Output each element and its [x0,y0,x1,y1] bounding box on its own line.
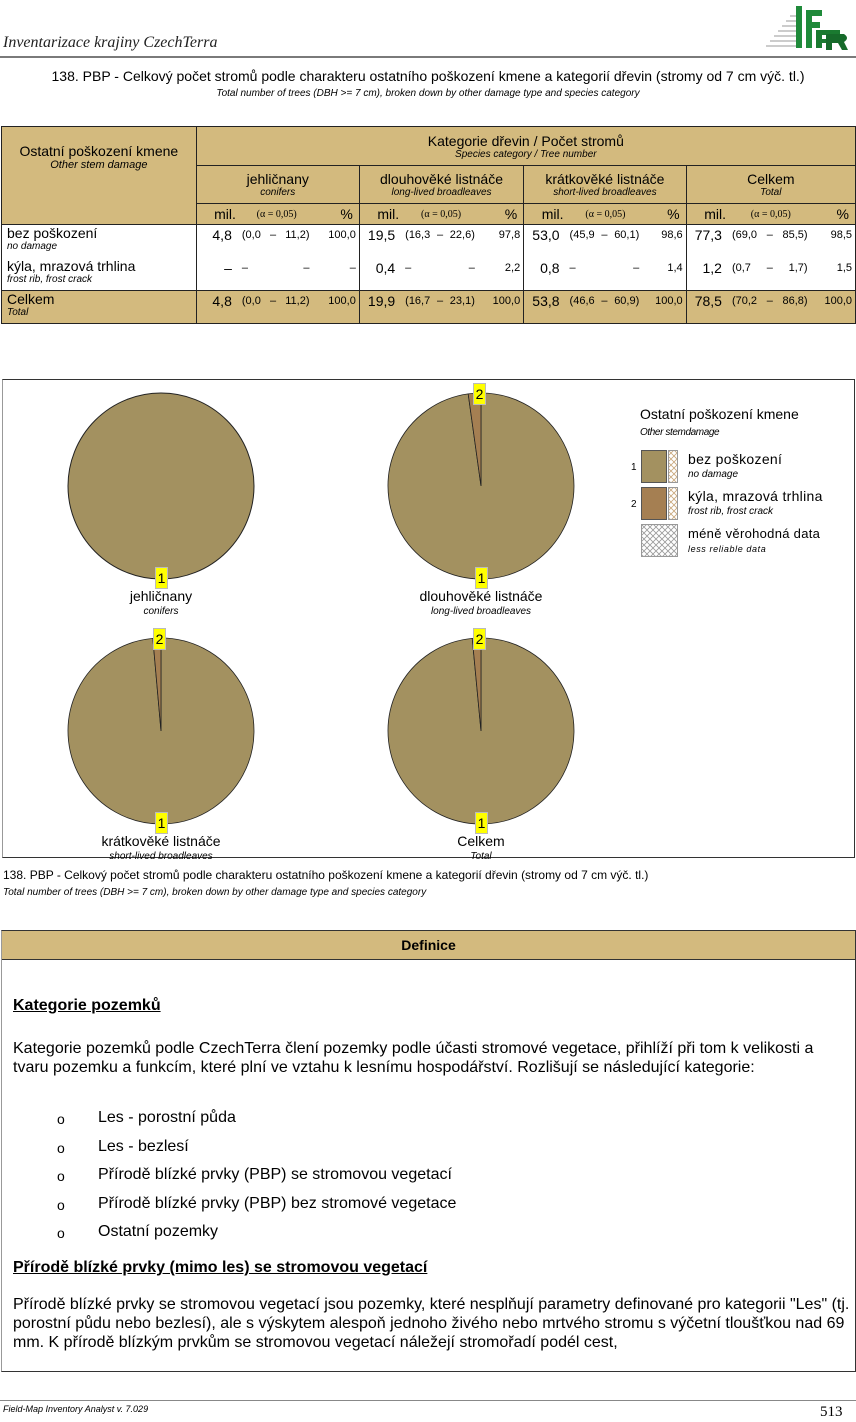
list-item-text: Les - bezlesí [98,1137,189,1155]
interval-low: (0,0 [241,229,261,241]
document-header-title: Inventarizace krajiny CzechTerra [3,34,218,51]
definitions-panel [1,930,856,1372]
cell-pct: 97,8 [483,225,524,258]
cell-pct: 100,0 [483,291,524,324]
pie-subtitle: long-lived broadleaves [430,606,532,617]
list-item-text: Ostatní pozemky [98,1223,219,1240]
list-item-text: Přírodě blízké prvky (PBP) se stromovou vegetací [98,1166,452,1183]
definitions-header: Definice [2,931,855,960]
pie-label-bottom: 1 [475,812,488,834]
cell-pct: 100,0 [647,291,686,324]
bullet-icon: o [57,1225,65,1241]
table-row [2,225,856,258]
cell-mil: 53,8 [524,291,564,324]
table-body [2,225,856,324]
legend-subtitle: Other stemdamage [640,427,720,438]
interval-dash: – [436,229,444,241]
cell-interval [726,258,816,291]
cell-interval [399,258,483,291]
cell-mil: 77,3 [694,227,722,243]
col-header-en: long-lived broadleaves [391,187,492,198]
interval-low: (16,3 [405,229,431,241]
row-header-en: Other stem damage [50,158,148,171]
cell-interval [236,291,318,324]
unit-pct: % [816,204,856,225]
cell-mil: 4,8 [212,227,232,243]
cell-pct: 98,5 [816,225,856,258]
section-heading-land-categories: Kategorie pozemků [13,997,161,1014]
row-header-cell [2,127,197,225]
pie-2 [388,393,574,579]
chart-caption-en: Total number of trees (DBH >= 7 cm), broken down by other damage type and species category [3,887,427,898]
unit-mil: mil. [196,204,236,225]
list-item-text: Přírodě blízké prvky (PBP) bez stromové vegetace [98,1194,457,1212]
col-header-long-lived [359,166,523,204]
interval-high: 60,1) [614,229,640,241]
section-heading-pbp: Přírodě blízké prvky (mimo les) se stromovou vegetací [13,1259,428,1276]
table-caption: 138. PBP - Celkový počet stromů podle charakteru ostatního poškození kmene a kategorií dřevin (stromy od 7 cm výč. tl.) [51,68,805,84]
pie-1 [68,393,254,579]
legend-hatch-swatch [668,487,678,520]
bullet-icon: o [57,1196,65,1213]
cell-interval [564,258,648,291]
unit-mil: mil. [524,204,564,225]
row-label-en: Total [7,307,29,318]
interval-dash: – [766,229,773,241]
interval-low: (45,9 [569,229,595,241]
cell-interval [399,291,483,324]
col-header-total [686,166,855,204]
pie-title: Celkem [457,833,505,849]
legend-swatch-no-damage [641,450,667,483]
bullet-icon: o [57,1139,65,1156]
cell-interval [399,225,483,258]
interval-high: 11,2) [285,229,310,241]
unit-alpha: (α = 0,05) [236,204,318,225]
group-header-cell [196,127,855,166]
unit-pct: % [318,204,360,225]
cell-interval [726,291,816,324]
col-header-cz: krátkověké listnáče [545,171,665,187]
bullet-icon: o [57,1111,65,1127]
row-label-cell [2,291,197,324]
col-header-conifers [196,166,359,204]
col-header-en: conifers [260,187,296,198]
interval-dash: – [436,295,444,307]
interval-dash: – [269,229,277,241]
legend-label-en: no damage [688,469,739,480]
interval-dash: – [269,295,277,307]
col-header-en: Total [760,187,782,198]
interval-high: 1,7) [788,261,808,274]
legend-number: 2 [631,499,637,510]
unit-alpha: (α = 0,05) [564,204,648,225]
interval-high: 23,1) [449,295,475,307]
unit-mil: mil. [359,204,399,225]
legend-number: 1 [631,462,637,473]
interval-low: (70,2 [731,295,758,307]
unit-alpha: (α = 0,05) [399,204,483,225]
cell-pct: – [318,258,360,291]
cell-pct: 100,0 [318,291,360,324]
pie-label-top: 2 [473,383,486,405]
row-label-cell [2,225,197,258]
pie-3 [68,638,254,824]
interval-high: – [468,261,475,274]
col-header-cz: Celkem [747,171,795,187]
interval-low: – [241,261,248,274]
footer-divider [0,1400,856,1401]
pie-label-top: 2 [473,628,486,650]
pie-label-bottom: 1 [475,567,488,589]
legend-label: kýla, mrazová trhlina [688,488,823,504]
cell-pct: 2,2 [483,258,524,291]
cell-pct: 98,6 [647,225,686,258]
cell-mil: 4,8 [196,291,236,324]
table-caption-en: Total number of trees (DBH >= 7 cm), broken down by other damage type and species category [216,88,640,99]
interval-low: – [569,261,576,274]
interval-high: 11,2) [285,295,310,307]
interval-high: 22,6) [449,229,475,241]
legend-label-en: less reliable data [688,544,767,554]
interval-high: 60,9) [614,295,640,307]
interval-low: (69,0 [731,229,758,241]
cell-mil: 53,0 [532,227,560,243]
col-header-en: short-lived broadleaves [553,187,657,198]
pie-subtitle: short-lived broadleaves [109,851,213,862]
cell-mil: – [224,259,232,276]
cell-pct: 1,5 [816,258,856,291]
bullet-icon: o [57,1168,65,1184]
legend-title: Ostatní poškození kmene [640,406,799,422]
interval-dash: – [601,229,608,241]
pie-label-bottom: 1 [155,812,168,834]
pie-title: jehličnany [129,588,193,604]
pie-slice-no-damage [68,393,254,579]
pie-title: krátkověké listnáče [101,833,221,849]
unit-pct: % [483,204,524,225]
cell-interval [564,291,648,324]
list-item-text: Les - porostní půda [98,1109,236,1126]
page-number: 513 [820,1404,843,1420]
interval-low: (0,7 [731,261,751,274]
cell-interval [236,225,318,258]
row-label-cz: bez poškození [7,225,98,241]
legend-swatch-frost [641,487,667,520]
interval-high: 85,5) [782,229,808,241]
interval-dash: – [766,261,773,274]
cell-pct: 100,0 [318,225,360,258]
pie-label-bottom: 1 [155,567,168,589]
legend-label: méně věrohodná data [688,526,821,541]
footer-software: Field-Map Inventory Analyst v. 7.029 [3,1404,149,1414]
damage-table [1,126,856,324]
interval-dash: – [601,295,608,307]
cell-mil: 1,2 [702,259,722,276]
row-header-cz: Ostatní poškození kmene [19,142,179,159]
pie-subtitle: conifers [143,606,179,617]
cell-mil: 19,9 [359,291,399,324]
table-row-total [2,291,856,324]
section-paragraph: Kategorie pozemků podle CzechTerra člení pozemky podle účasti stromové vegetace, přihlíží při tom k velikosti a tvaru pozemku a funkcím, které plní ve vztahu k lesnímu hospodářství. Rozlišují se následující kategorie: [13,1040,814,1076]
cell-pct: 1,4 [647,258,686,291]
unit-alpha: (α = 0,05) [726,204,816,225]
interval-dash: – [766,295,773,307]
col-header-cz: dlouhověké listnáče [380,171,503,187]
interval-low: (0,0 [241,295,261,307]
col-header-short-lived [524,166,686,204]
header-divider [0,56,856,58]
table-row [2,258,856,291]
interval-high: – [633,261,640,274]
legend-label: bez poškození [688,451,783,467]
row-label-en: frost rib, frost crack [7,273,93,285]
legend-swatch-less-reliable [641,524,678,557]
pie-title: dlouhověké listnáče [419,588,543,604]
interval-low: – [405,261,412,274]
row-label-en: no damage [7,241,58,252]
unit-pct: % [647,204,686,225]
pie-label-top: 2 [153,628,166,650]
pie-chart-panel [2,379,855,862]
cell-mil: 78,5 [686,291,726,324]
row-label-cz: kýla, mrazová trhlina [7,257,136,274]
cell-interval [236,258,318,291]
group-header-cz: Kategorie dřevin / Počet stromů [427,133,624,149]
interval-high: 86,8) [782,295,808,307]
pie-4 [388,638,574,824]
cell-pct: 100,0 [816,291,856,324]
cell-interval [726,225,816,258]
cell-mil: 0,8 [540,259,560,276]
group-header-en: Species category / Tree number [455,149,597,160]
ifer-logo [756,2,852,52]
row-label-cell [2,258,197,291]
legend-hatch-swatch [668,450,678,483]
interval-low: (46,6 [569,295,595,307]
cell-mil: 19,5 [367,227,396,243]
row-label-cz: Celkem [7,291,55,307]
pie-subtitle: Total [470,851,492,862]
cell-mil: 0,4 [375,259,396,276]
interval-high: – [303,261,310,274]
col-header-cz: jehličnany [246,171,309,187]
interval-low: (16,7 [405,295,431,307]
unit-mil: mil. [686,204,726,225]
legend-label-en: frost rib, frost crack [688,506,774,517]
chart-caption: 138. PBP - Celkový počet stromů podle charakteru ostatního poškození kmene a kategorií dřevin (stromy od 7 cm výč. tl.) [3,868,649,882]
cell-interval [564,225,648,258]
section-paragraph: Přírodě blízké prvky se stromovou vegetací jsou pozemky, které nesplňují parametry definované pro kategorii "Les" (tj. porostní půdu nebo bezlesí), ale s výskytem alespoň jednoho živého nebo mrtvého stromu s výčetní tloušťkou nad 69 mm. K přírodě blízkým prvkům se stromovou vegetací náležejí stromořadí podél cest, [13,1296,850,1351]
